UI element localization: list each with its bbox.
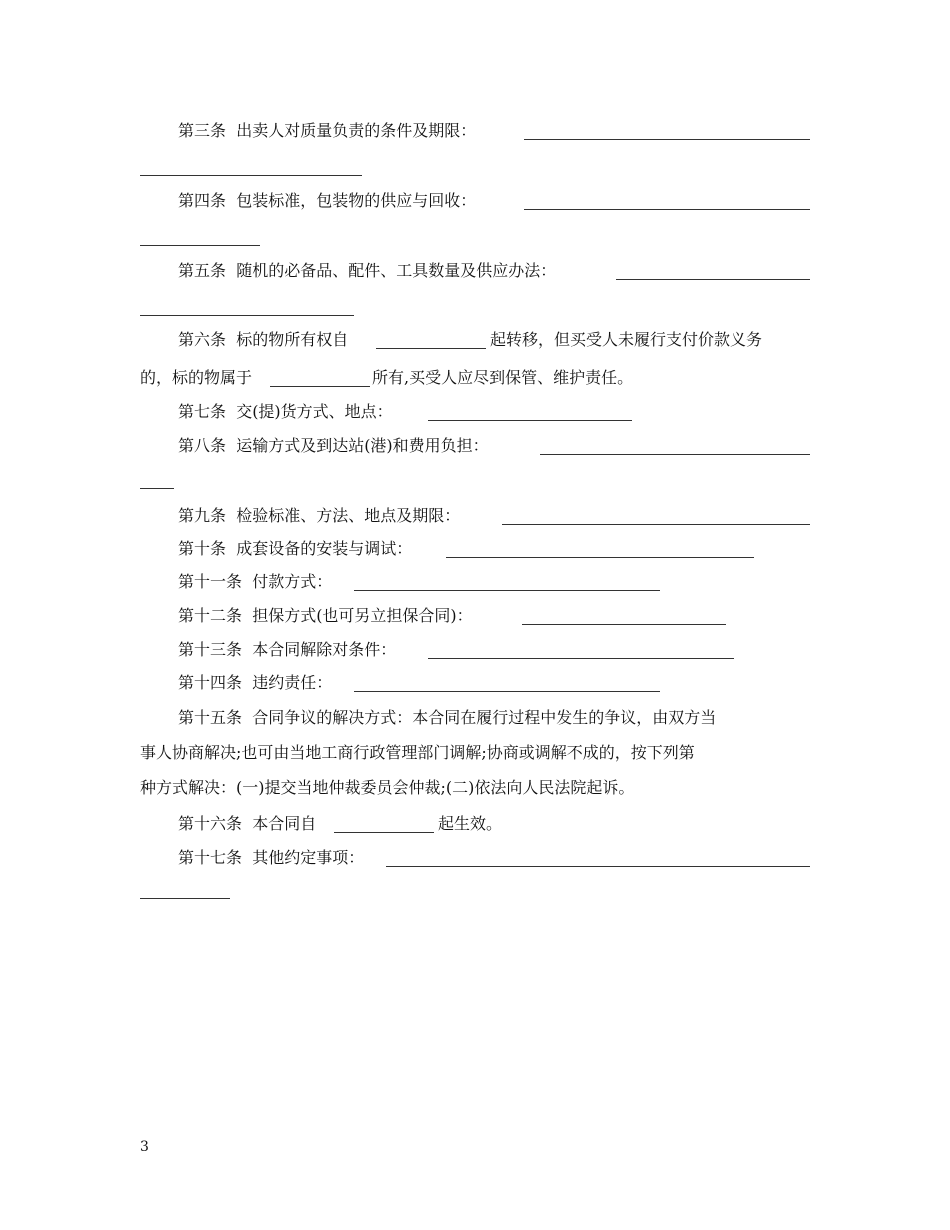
clause-11 — [178, 572, 332, 592]
clause-7-label: 第七条 — [178, 402, 227, 421]
clause-16-blank — [334, 832, 434, 833]
clause-14-blank — [354, 691, 660, 692]
clause-7-text: 交(提)货方式、地点： — [236, 402, 393, 421]
clause-6-text-1: 标的物所有权自 — [236, 330, 349, 349]
clause-12-blank — [522, 624, 726, 625]
clause-13 — [178, 640, 396, 660]
clause-11-text: 付款方式： — [252, 572, 333, 591]
clause-3-blank-cont — [140, 175, 362, 176]
clause-14-text: 违约责任： — [252, 673, 333, 692]
clause-13-label: 第十三条 — [178, 640, 243, 659]
clause-6-text-3: 的，标的物属于 — [140, 368, 253, 387]
clause-16 — [178, 814, 316, 834]
clause-17-blank-cont — [140, 898, 230, 899]
clause-5-blank — [616, 279, 810, 280]
clause-12 — [178, 606, 473, 626]
clause-16-text-2: 起生效。 — [438, 814, 503, 833]
clause-10-blank — [446, 557, 754, 558]
clause-13-blank — [428, 658, 734, 659]
clause-13-text: 本合同解除对条件： — [252, 640, 397, 659]
clause-15-text-3: 种方式解决：(一)提交当地仲裁委员会仲裁;(二)依法向人民法院起诉。 — [140, 778, 635, 797]
clause-4-text: 包装标准，包装物的供应与回收： — [236, 191, 477, 210]
clause-5-text: 随机的必备品、配件、工具数量及供应办法： — [236, 261, 557, 280]
clause-5-blank-cont — [140, 315, 354, 316]
clause-10 — [178, 539, 412, 559]
clause-4-blank — [524, 209, 810, 210]
clause-4-blank-cont — [140, 245, 260, 246]
clause-16-text-1: 本合同自 — [252, 814, 317, 833]
clause-17-text: 其他约定事项： — [252, 848, 365, 867]
clause-6-text-2: 起转移，但买受人未履行支付价款义务 — [490, 330, 763, 349]
clause-8-text: 运输方式及到达站(港)和费用负担： — [236, 436, 489, 455]
clause-15-label: 第十五条 — [178, 708, 243, 727]
clause-5-label: 第五条 — [178, 261, 227, 280]
clause-9-blank — [502, 524, 810, 525]
clause-8-blank — [540, 454, 810, 455]
clause-17 — [178, 848, 364, 868]
clause-9-label: 第九条 — [178, 506, 227, 525]
clause-6-blank-2 — [270, 386, 370, 387]
clause-6-blank-1 — [376, 348, 486, 349]
clause-8 — [178, 436, 489, 456]
clause-7 — [178, 402, 393, 422]
clause-4 — [178, 191, 476, 211]
clause-17-blank — [386, 866, 810, 867]
clause-12-label: 第十二条 — [178, 606, 243, 625]
clause-6-line-1 — [178, 330, 348, 350]
clause-6-text-4: 所有,买受人应尽到保管、维护责任。 — [372, 368, 634, 387]
clause-3 — [178, 121, 476, 141]
clause-14-label: 第十四条 — [178, 673, 243, 692]
clause-15-text-1: 合同争议的解决方式：本合同在履行过程中发生的争议，由双方当 — [252, 708, 717, 727]
clause-15-line-1 — [178, 708, 716, 728]
clause-3-blank — [524, 139, 810, 140]
clause-9-text: 检验标准、方法、地点及期限： — [236, 506, 461, 525]
clause-3-label: 第三条 — [178, 121, 227, 140]
page-number: 3 — [140, 1139, 149, 1155]
clause-11-blank — [354, 590, 660, 591]
clause-15-text-2: 事人协商解决;也可由当地工商行政管理部门调解;协商或调解不成的，按下列第 — [140, 743, 695, 762]
clause-14 — [178, 673, 332, 693]
clause-16-label: 第十六条 — [178, 814, 243, 833]
clause-7-blank — [428, 420, 632, 421]
clause-5 — [178, 261, 556, 281]
clause-3-text: 出卖人对质量负责的条件及期限： — [236, 121, 477, 140]
clause-8-blank-cont — [140, 488, 174, 489]
clause-9 — [178, 506, 460, 526]
clause-8-label: 第八条 — [178, 436, 227, 455]
clause-10-text: 成套设备的安装与调试： — [236, 539, 413, 558]
clause-6-label: 第六条 — [178, 330, 227, 349]
clause-11-label: 第十一条 — [178, 572, 243, 591]
clause-4-label: 第四条 — [178, 191, 227, 210]
clause-10-label: 第十条 — [178, 539, 227, 558]
clause-12-text: 担保方式(也可另立担保合同)： — [252, 606, 473, 625]
clause-17-label: 第十七条 — [178, 848, 243, 867]
